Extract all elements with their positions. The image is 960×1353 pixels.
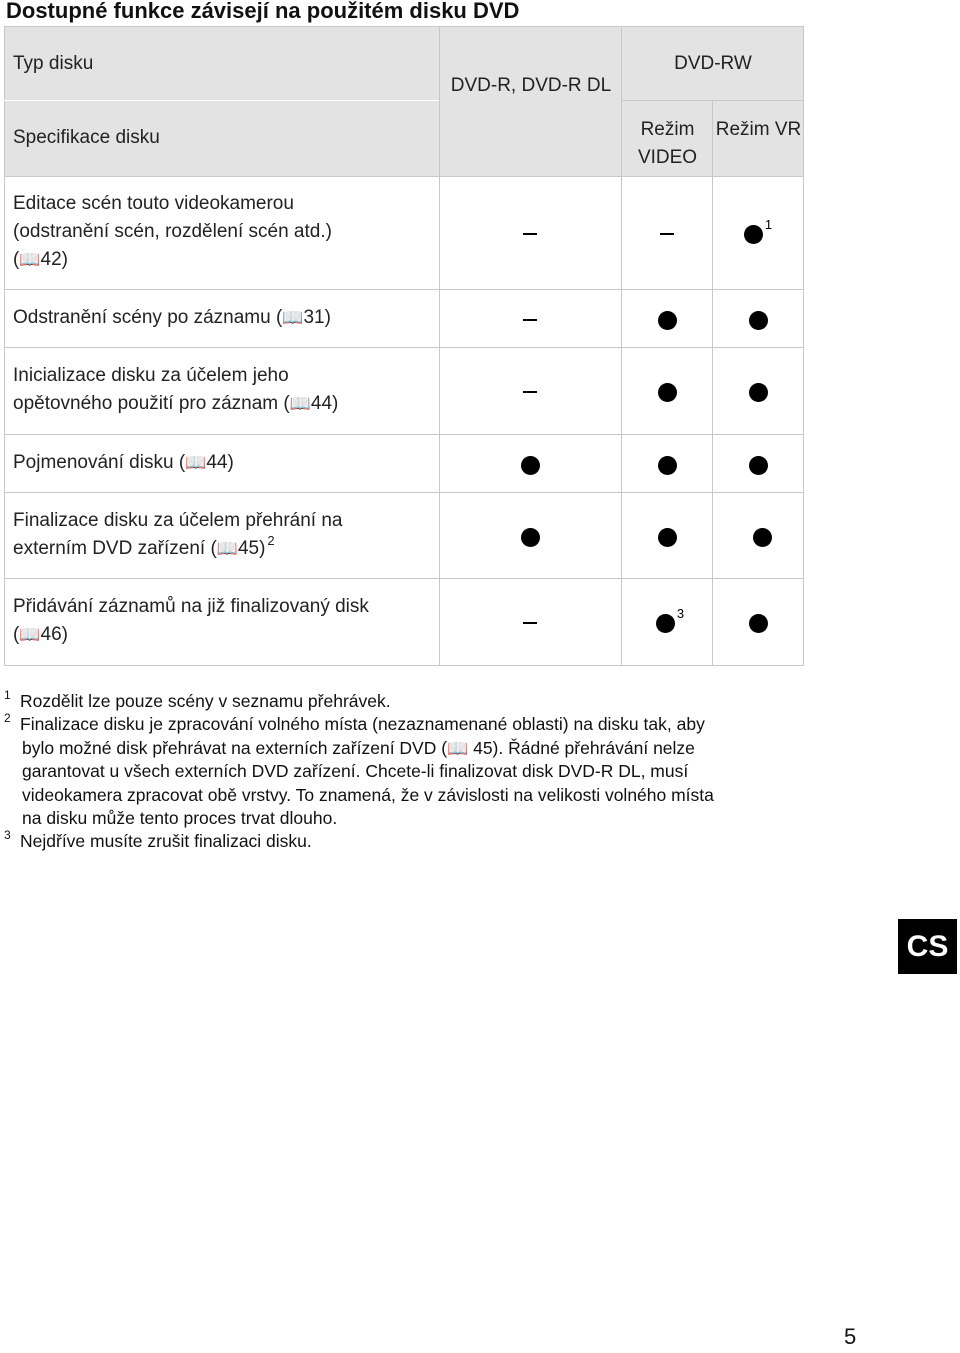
book-icon: 📖 (447, 738, 469, 758)
mark-dvdr (470, 611, 590, 633)
book-icon: 📖 (289, 394, 311, 413)
grid-line (4, 434, 804, 435)
mark-vr: 1 (698, 222, 818, 244)
mark-video: 3 (610, 611, 730, 633)
disc-functions-table (4, 26, 804, 666)
footnote-1: 1 Rozdělit lze pouze scény v seznamu přehrávek. (4, 688, 391, 711)
grid-line (4, 347, 804, 348)
footnotes (4, 690, 834, 854)
grid-line (4, 26, 5, 666)
mark-vr (698, 380, 818, 402)
table-row-label: Přidávání záznamů na již finalizovaný disk (📖46) (13, 596, 369, 645)
mark-dvdr (470, 380, 590, 402)
mark-vr (702, 525, 822, 547)
grid-line (621, 26, 622, 666)
header-disc-type: Typ disku (13, 53, 94, 74)
mark-vr (698, 611, 818, 633)
header-dvdrw: DVD-RW (674, 53, 752, 74)
grid-line (4, 26, 804, 27)
language-badge: CS (898, 919, 957, 974)
book-icon: 📖 (19, 625, 41, 644)
mark-vr (698, 308, 818, 330)
header-dvdr: DVD-R, DVD-R DL (450, 75, 612, 96)
header-disc-spec: Specifikace disku (13, 127, 160, 148)
grid-line (622, 100, 804, 101)
table-row-label: Finalizace disku za účelem přehrání na externím DVD zařízení (📖45) $^2$ (13, 510, 343, 559)
grid-line (4, 665, 804, 666)
header-mode-vr: Režim VR (715, 119, 802, 140)
grid-line (803, 26, 804, 666)
page-title: Dostupné funkce závisejí na použitém disku DVD (6, 0, 520, 23)
table-row-label: Odstranění scény po záznamu (📖31) (13, 307, 331, 328)
page-number: 5 (844, 1324, 857, 1349)
book-icon: 📖 (19, 250, 41, 269)
mark-vr (698, 453, 818, 475)
footnote-2: 2 Finalizace disku je zpracování volného místa (nezaznamenané oblasti) na disku tak, aby bylo možné disk přehrávat na externích zařízení DVD (📖 45). Řádné přehrávání nelze garantovat u všech externích DVD zařízení. Chcete-li finalizovat disk DVD-R DL, musí videokamera zpracovat obě vrstvy. To znamená, že v závislosti na velikosti volného místa na disku může tento proces trvat dlouho. (4, 711, 714, 829)
grid-line (4, 289, 804, 290)
table-row-label: Editace scén touto videokamerou (odstranění scén, rozdělení scén atd.) (📖42) (13, 193, 332, 270)
mark-dvdr (470, 453, 590, 475)
table-row-label: Inicializace disku za účelem jeho opětovného použití pro záznam (📖44) (13, 365, 339, 414)
book-icon: 📖 (282, 308, 304, 327)
grid-line (4, 578, 804, 579)
mark-dvdr (470, 525, 590, 547)
mark-dvdr (470, 222, 590, 244)
mark-dvdr (470, 308, 590, 330)
header-mode-video: Režim VIDEO (637, 119, 698, 168)
grid-line (4, 100, 439, 101)
grid-line (4, 492, 804, 493)
footnote-3: 3 Nejdříve musíte zrušit finalizaci disku. (4, 828, 312, 852)
table-row-label: Pojmenování disku (📖44) (13, 452, 234, 473)
book-icon: 📖 (185, 453, 207, 472)
grid-line (439, 26, 440, 666)
book-icon: 📖 (216, 539, 238, 558)
grid-line (4, 176, 804, 177)
